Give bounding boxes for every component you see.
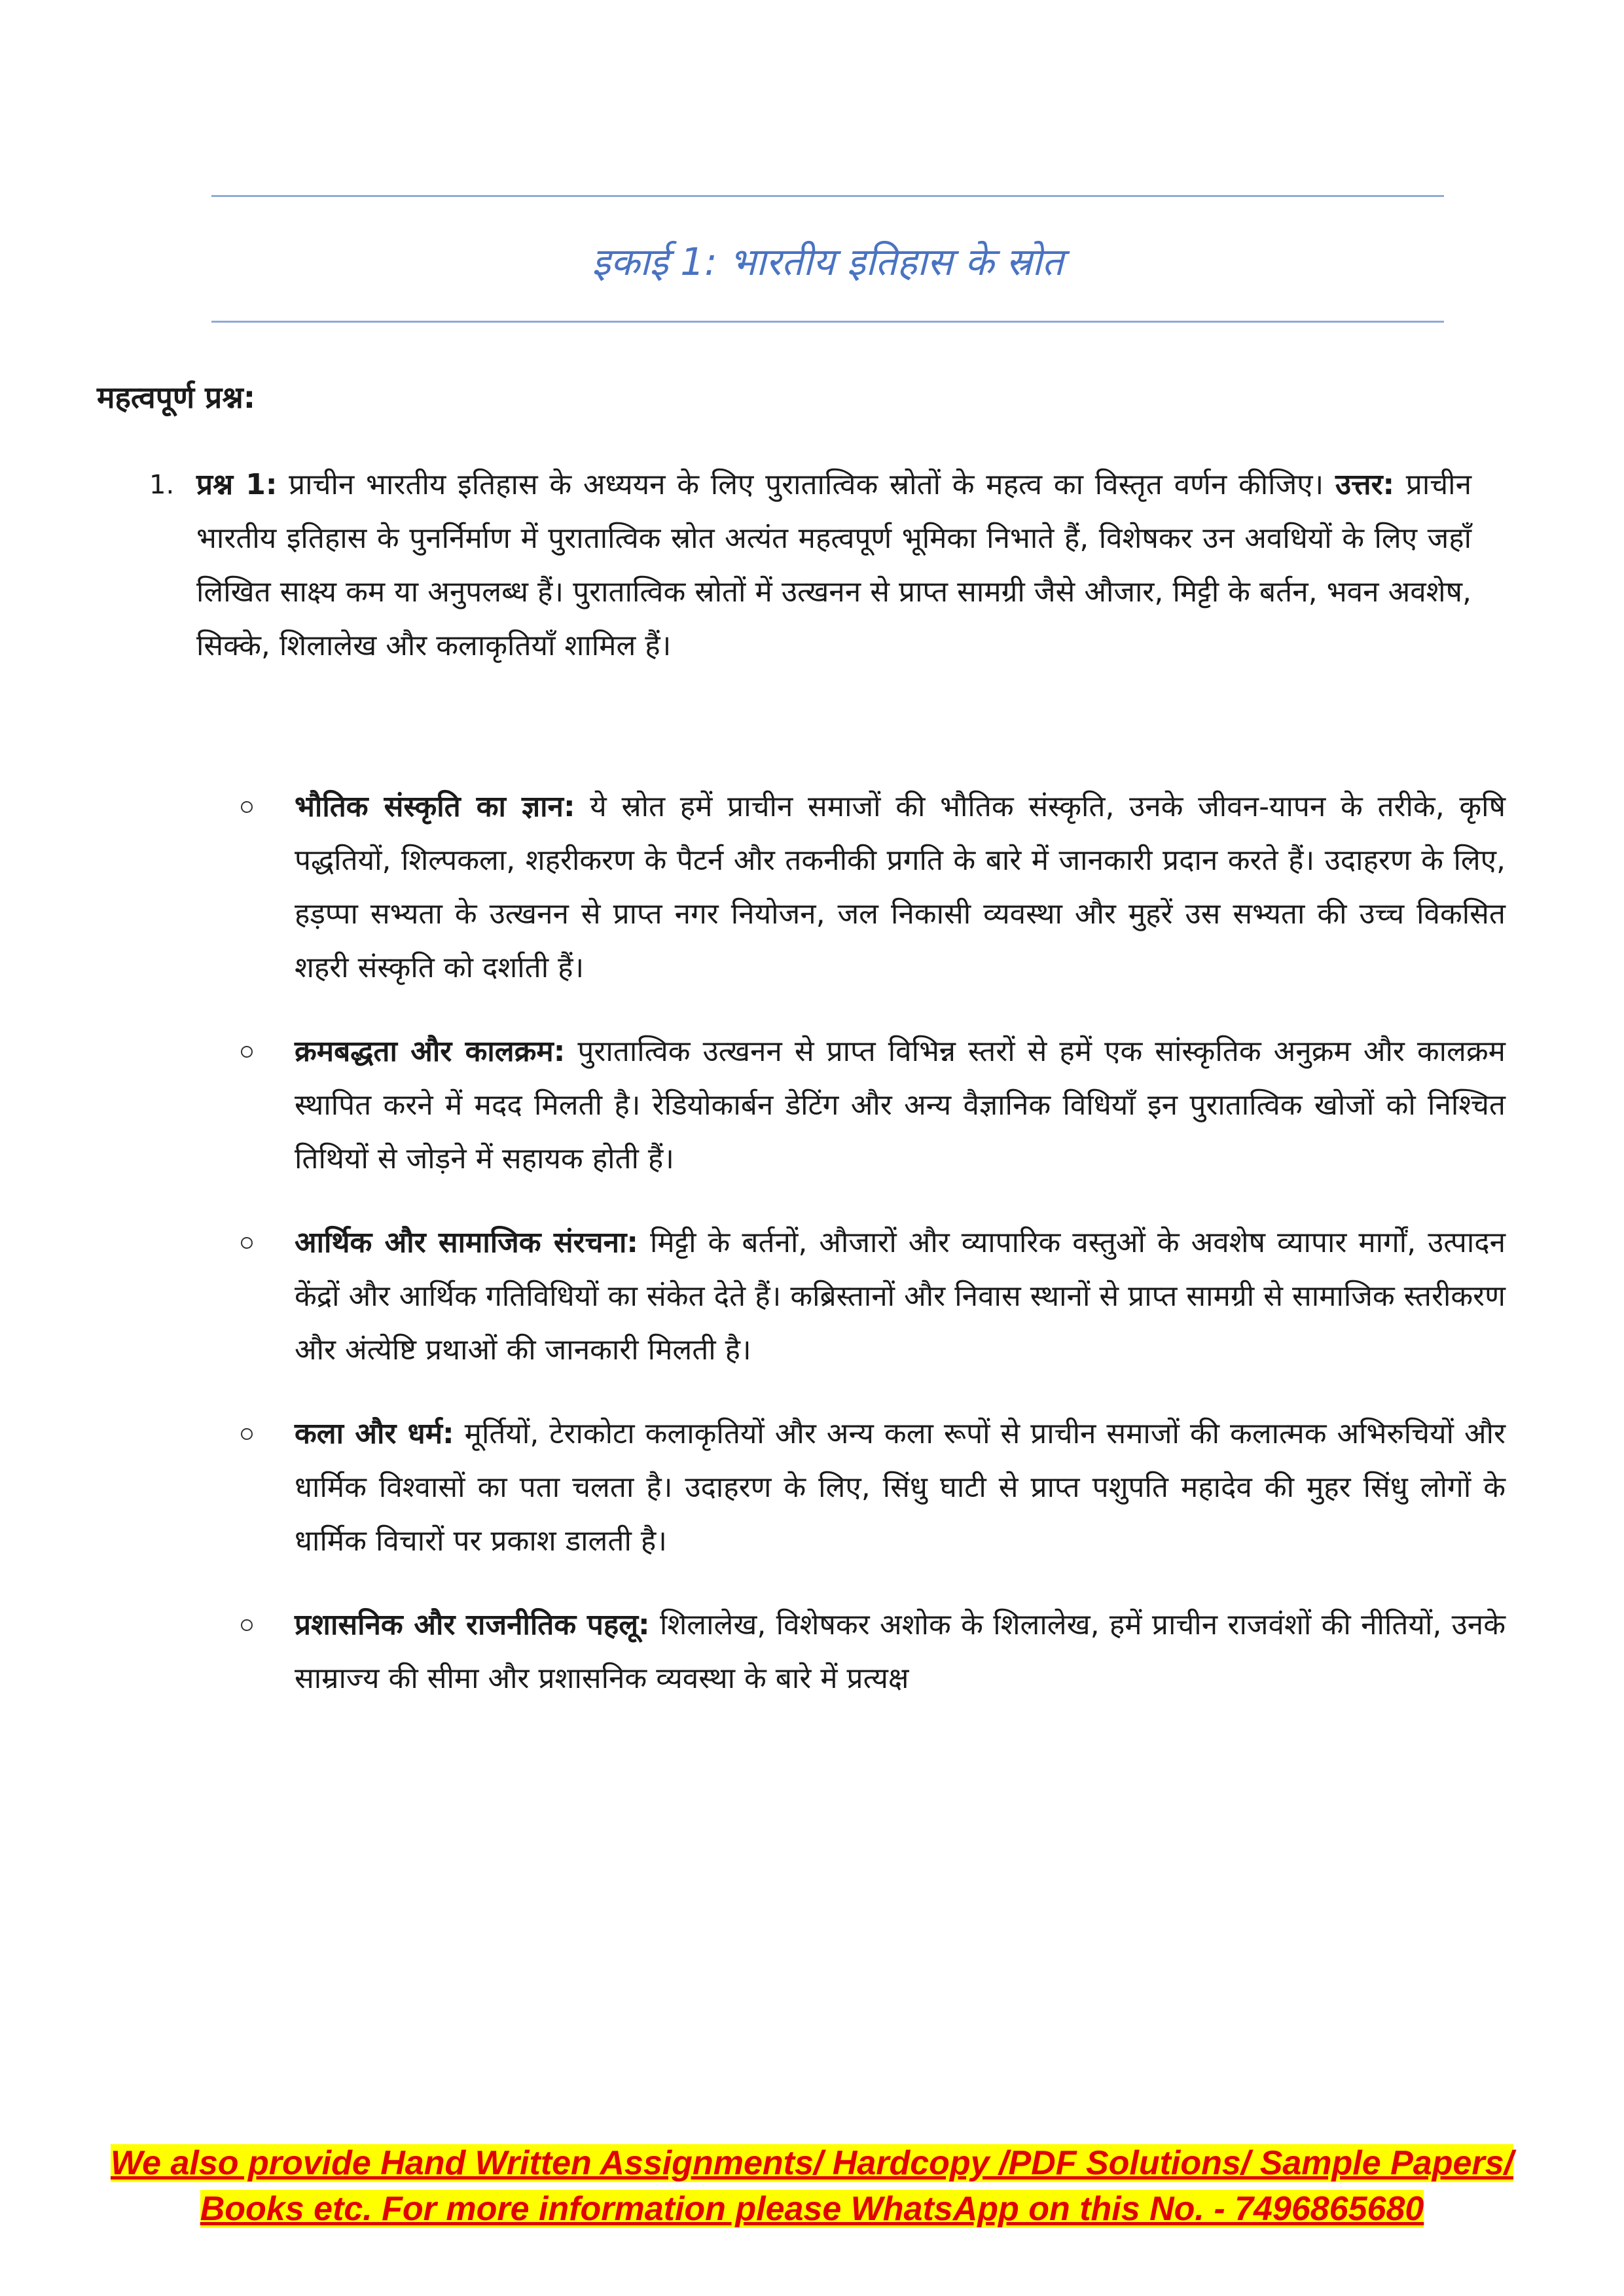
list-item	[242, 1216, 1506, 1377]
answer-points-list	[242, 780, 1506, 1736]
footer-notice	[0, 2140, 1624, 2232]
point-text	[295, 1598, 1506, 1706]
answer-body: प्राचीन भारतीय इतिहास के पुनर्निर्माण में पुरातात्विक स्रोत अत्यंत महत्वपूर्ण भूमिका निभाते हैं, विशेषकर उन अवधियों के लिए जहाँ लिखित साक्ष्य कम या अनुपलब्ध हैं। पुरातात्विक स्रोतों में उत्खनन से प्राप्त सामग्री जैसे औजार, मिट्टी के बर्तन, भवन अवशेष, सिक्के, शिलालेख और कलाकृतियाँ शामिल हैं।	[196, 468, 1471, 662]
footer-line-2: Books etc. For more information please WhatsApp on this No. - 7496865680	[200, 2190, 1424, 2228]
point-text	[295, 1216, 1506, 1377]
bullet-circle-icon	[241, 1046, 253, 1058]
bullet-circle-icon	[241, 1619, 253, 1631]
answer-label: उत्तर:	[1335, 468, 1395, 501]
point-body: शिलालेख, विशेषकर अशोक के शिलालेख, हमें प्राचीन राजवंशों की नीतियों, उनके साम्राज्य की सीमा और प्रशासनिक व्यवस्था के बारे में प्रत्यक्ष	[295, 1608, 1506, 1695]
point-title: कला और धर्म:	[295, 1417, 454, 1450]
point-title: क्रमबद्धता और कालक्रम:	[295, 1035, 566, 1068]
header-top-rule	[211, 195, 1444, 197]
point-body: ये स्रोत हमें प्राचीन समाजों की भौतिक संस्कृति, उनके जीवन-यापन के तरीके, कृषि पद्धतियों, शिल्पकला, शहरीकरण के पैटर्न और तकनीकी प्रगति के बारे में जानकारी प्रदान करते हैं। उदाहरण के लिए, हड़प्पा सभ्यता के उत्खनन से प्राप्त नगर नियोजन, जल निकासी व्यवस्था और मुहरें उस सभ्यता की उच्च विकसित शहरी संस्कृति को दर्शाती हैं।	[295, 790, 1506, 984]
point-body: मिट्टी के बर्तनों, औजारों और व्यापारिक वस्तुओं के अवशेष व्यापार मार्गों, उत्पादन केंद्रों और आर्थिक गतिविधियों का संकेत देते हैं। कब्रिस्तानों और निवास स्थानों से प्राप्त सामग्री से सामाजिक स्तरीकरण और अंत्येष्टि प्रथाओं की जानकारी मिलती है।	[295, 1226, 1506, 1367]
point-text	[295, 780, 1506, 995]
bullet-circle-icon	[241, 801, 253, 813]
question-number: 1.	[149, 470, 175, 500]
point-title: आर्थिक और सामाजिक संरचना:	[295, 1226, 638, 1259]
section-heading: महत्वपूर्ण प्रश्न:	[97, 380, 256, 415]
point-body: पुरातात्विक उत्खनन से प्राप्त विभिन्न स्तरों से हमें एक सांस्कृतिक अनुक्रम और कालक्रम स्थापित करने में मदद मिलती है। रेडियोकार्बन डेटिंग और अन्य वैज्ञानिक विधियाँ इन पुरातात्विक खोजों को निश्चित तिथियों से जोड़ने में सहायक होती हैं।	[295, 1035, 1506, 1175]
footer-line-1: We also provide Hand Written Assignments/ Hardcopy /PDF Solutions/ Sample Papers/	[110, 2144, 1514, 2182]
point-text	[295, 1025, 1506, 1186]
point-title: प्रशासनिक और राजनीतिक पहलू:	[295, 1608, 650, 1641]
question-body: प्राचीन भारतीय इतिहास के अध्ययन के लिए पुरातात्विक स्रोतों के महत्व का विस्तृत वर्णन कीजिए।	[277, 468, 1335, 501]
list-item	[242, 1407, 1506, 1568]
question-text	[196, 458, 1471, 673]
question-label: प्रश्न 1:	[196, 468, 278, 501]
question-item	[149, 458, 1471, 673]
bullet-circle-icon	[241, 1428, 253, 1440]
header-bottom-rule	[211, 321, 1444, 323]
point-text	[295, 1407, 1506, 1568]
point-title: भौतिक संस्कृति का ज्ञान:	[295, 790, 575, 823]
list-item	[242, 1598, 1506, 1706]
list-item	[242, 1025, 1506, 1186]
list-item	[242, 780, 1506, 995]
page-title: इकाई 1: भारतीय इतिहास के स्रोत	[592, 240, 1064, 284]
point-body: मूर्तियों, टेराकोटा कलाकृतियों और अन्य कला रूपों से प्राचीन समाजों की कलात्मक अभिरुचियों और धार्मिक विश्वासों का पता चलता है। उदाहरण के लिए, सिंधु घाटी से प्राप्त पशुपति महादेव की मुहर सिंधु लोगों के धार्मिक विचारों पर प्रकाश डालती है।	[295, 1417, 1506, 1558]
bullet-circle-icon	[241, 1237, 253, 1249]
